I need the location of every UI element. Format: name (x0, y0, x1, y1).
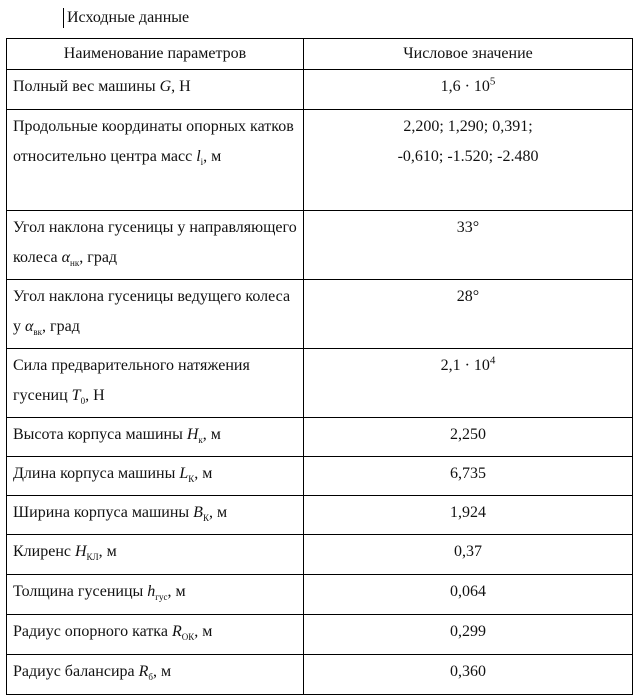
param-symbol: H (186, 426, 199, 443)
table-header-row (7, 39, 633, 70)
exponent: 5 (489, 75, 496, 88)
param-symbol: α (25, 318, 34, 335)
param-subscript: КЛ (86, 552, 99, 563)
param-name-cell: Толщина гусеницы $h_{гус}$, м (7, 575, 304, 615)
param-subscript: вк (33, 327, 43, 338)
table-row (7, 349, 633, 418)
param-symbol: R (171, 623, 182, 640)
param-name-cell: Высота корпуса машины $H_к$, м (7, 418, 304, 457)
param-symbol: G (159, 78, 172, 95)
param-name-cell: Радиус опорного катка $R_{ОК}$, м (7, 615, 304, 655)
param-value-cell: 0,299 (304, 615, 633, 655)
table-row (7, 211, 633, 280)
param-value-cell: 0,37 (304, 535, 633, 575)
header-parameter-name: Наименование параметров (7, 39, 304, 70)
param-value-cell: 0,064 (304, 575, 633, 615)
param-name-cell: Длина корпуса машины $L_К$, м (7, 457, 304, 496)
param-value-cell: 2,200; 1,290; 0,391; -0,610; -1.520; -2.480 (304, 110, 633, 211)
table-row (7, 457, 633, 496)
param-symbol: B (193, 504, 203, 521)
parameters-table (6, 38, 633, 695)
param-subscript: К (202, 513, 209, 524)
param-name-cell: Радиус балансира $R_б$, м (7, 655, 304, 695)
param-value-cell: $1,6 \cdot 10^5$ (304, 70, 633, 110)
table-row (7, 418, 633, 457)
param-value-cell: 2,250 (304, 418, 633, 457)
param-subscript: к (198, 435, 203, 446)
param-value-cell: 0,360 (304, 655, 633, 695)
table-row (7, 575, 633, 615)
param-subscript: 0 (80, 396, 86, 407)
param-subscript: К (188, 474, 195, 485)
param-symbol: α (61, 249, 71, 266)
param-value-cell: 6,735 (304, 457, 633, 496)
param-name-cell: Продольные координаты опорных катков относительно центра масс $l_i$, м (7, 110, 304, 211)
exponent: 4 (489, 354, 496, 367)
param-name-cell: Угол наклона гусеницы у направляющего колеса $\alpha_{нк}$, град (7, 211, 304, 280)
param-name-cell: Ширина корпуса машины $B_К$, м (7, 496, 304, 535)
table-row (7, 535, 633, 575)
param-subscript: гус (155, 592, 168, 603)
param-name-cell: Клиренс $H_{КЛ}$, м (7, 535, 304, 575)
param-value-cell: 1,924 (304, 496, 633, 535)
table-row (7, 280, 633, 349)
param-name-cell: Сила предварительного натяжения гусениц $T_0$, Н (7, 349, 304, 418)
table-row (7, 615, 633, 655)
param-value-cell: 33° (304, 211, 633, 280)
param-symbol: R (138, 663, 149, 680)
table-row (7, 70, 633, 110)
table-caption: Исходные данные (63, 8, 189, 28)
header-numeric-value: Числовое значение (304, 39, 633, 70)
table-row (7, 110, 633, 211)
param-symbol: T (71, 387, 81, 404)
param-symbol: L (179, 465, 189, 482)
table-row (7, 655, 633, 695)
param-name-cell: Полный вес машины G, Н (7, 70, 304, 110)
param-symbol: l (196, 148, 201, 165)
param-name-cell: Угол наклона гусеницы ведущего колеса у $\alpha_{вк}$, град (7, 280, 304, 349)
param-subscript: i (200, 157, 204, 168)
param-subscript: нк (70, 258, 80, 269)
param-symbol: h (147, 583, 156, 600)
param-value-cell: $2,1 \cdot 10^4$ (304, 349, 633, 418)
param-symbol: H (74, 543, 87, 560)
param-subscript: б (148, 672, 153, 683)
table-row (7, 496, 633, 535)
param-subscript: ОК (181, 632, 195, 643)
param-value-cell: 28° (304, 280, 633, 349)
